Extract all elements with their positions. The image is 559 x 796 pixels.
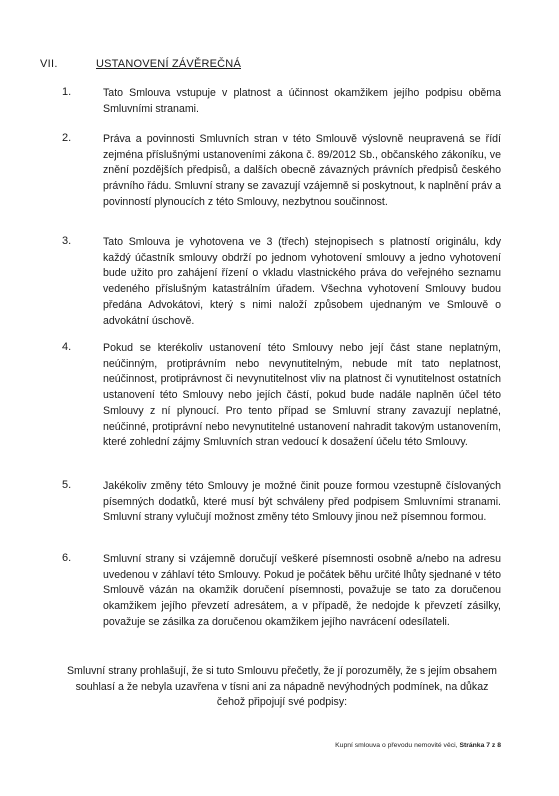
clause-text: Smluvní strany si vzájemně doručují veškeré písemnosti osobně a/nebo na adresu uvedenou v záhlaví této Smlouvy. Pokud je počátek běhu určité lhůty sjednané v této Smlouvě vázán na okamžik doručení písemnosti, považuje se tato za doručenou okamžikem jejího převzetí adresátem, a v případě, že nedojde k převzetí zásilky, považuje se zásilka za doručenou okamžikem jejího navrácení odesílateli.	[103, 553, 501, 628]
page-footer	[335, 742, 501, 749]
footer-document-name: Kupní smlouva o převodu nemovité věci,	[335, 742, 460, 749]
clause-number: 6.	[62, 552, 72, 564]
clause-number: 3.	[62, 235, 72, 247]
section-title: USTANOVENÍ ZÁVĚREČNÁ	[96, 58, 241, 70]
clause-number: 2.	[62, 132, 72, 144]
clause-text: Tato Smlouva vstupuje v platnost a účinnost okamžikem jejího podpisu oběma Smluvními stranami.	[103, 87, 501, 115]
clause-number: 4.	[62, 341, 72, 353]
clause-number: 1.	[62, 86, 72, 98]
clause-text: Práva a povinnosti Smluvních stran v této Smlouvě výslovně neupravená se řídí zejména příslušnými ustanoveními zákona č. 89/2012 Sb., občanského zákoníku, ve znění pozdějších předpisů, a dalších obecně závazných právních předpisů českého právního řádu. Smluvní strany se zavazují vzájemně si poskytnout, k naplnění práv a povinností plynoucích z této Smlouvy, nezbytnou součinnost.	[103, 133, 501, 208]
clause-text: Jakékoliv změny této Smlouvy je možné činit pouze formou vzestupně číslovaných písemných dodatků, které musí být schváleny před podpisem Smluvními stranami. Smluvní strany vylučují možnost změny této Smlouvy jinou než písemnou formou.	[103, 480, 501, 524]
footer-page-number: Stránka 7 z 8	[459, 742, 501, 749]
clause-text: Pokud se kterékoliv ustanovení této Smlouvy nebo její část stane neplatným, neúčinným, protiprávním nebo nevynutitelným, nebude mít tato neplatnost, neúčinnost, protiprávnost či nevynutitelnost vliv na platnost či vynutitelnost ostatních ustanovení této Smlouvy nebo jejích částí, pokud bude nadále naplněn účel této Smlouvy z ní plynoucí. Pro tento případ se Smluvní strany zavazují neplatné, neúčinné, protiprávní nebo nevynutitelné ustanovení nahradit takovým ustanovením, které zohlední zájmy Smluvních stran vedoucí k dosažení účelu této Smlouvy.	[103, 342, 501, 449]
section-number: VII.	[40, 58, 58, 70]
clause-number: 5.	[62, 479, 72, 491]
closing-statement: Smluvní strany prohlašují, že si tuto Smlouvu přečetly, že jí porozuměly, že s jejím obsahem souhlasí a že nebyla uzavřena v tísni ani za nápadně nevýhodných podmínek, na důkaz čehož připojují své podpisy:	[66, 665, 497, 709]
clause-text: Tato Smlouva je vyhotovena ve 3 (třech) stejnopisech s platností originálu, kdy každý účastník smlouvy obdrží po jednom vyhotovení smlouvy a jedno vyhotovení bude užito pro zahájení řízení o vkladu vlastnického práva do veřejného seznamu vedeného příslušným katastrálním úřadem. Všechna vyhotovení Smlouvy budou předána Advokátovi, který s nimi naloží způsobem ujednaným ve Smlouvě o advokátní úschově.	[103, 236, 501, 327]
